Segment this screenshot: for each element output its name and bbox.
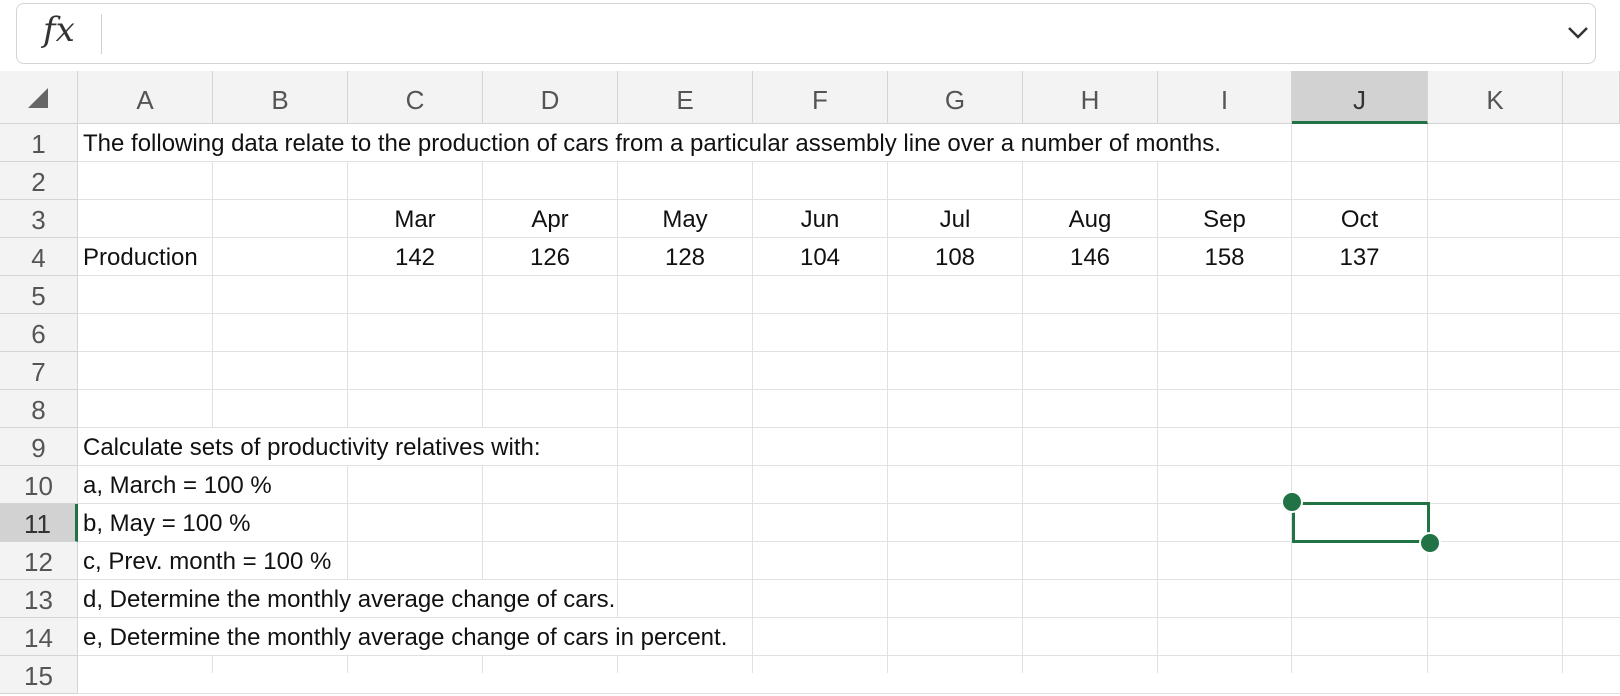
formula-input[interactable]: [113, 12, 1537, 58]
row-header-10[interactable]: 10: [0, 466, 78, 504]
column-header-b[interactable]: B: [213, 71, 348, 124]
selection-handle-bottom-right[interactable]: [1419, 532, 1441, 554]
selection-handle-top-left[interactable]: [1281, 491, 1303, 513]
column-header-k[interactable]: K: [1428, 71, 1563, 124]
row-header-12[interactable]: 12: [0, 542, 78, 580]
row-header-1[interactable]: 1: [0, 124, 78, 162]
gridline-horizontal: [78, 351, 1620, 352]
gridline-horizontal: [78, 693, 1620, 694]
gridline-vertical: [1562, 124, 1563, 673]
row-header-4[interactable]: 4: [0, 238, 78, 276]
gridline-horizontal: [78, 275, 1620, 276]
gridline-horizontal: [78, 465, 1620, 466]
selected-cell-outline[interactable]: [1292, 502, 1430, 543]
gridline-vertical: [1427, 124, 1428, 673]
cell-c4[interactable]: 142: [348, 238, 482, 275]
column-header-f[interactable]: F: [753, 71, 888, 124]
column-header-j[interactable]: J: [1292, 71, 1428, 124]
column-header-filler: [1563, 71, 1620, 124]
cell-d3[interactable]: Apr: [483, 200, 617, 237]
cell-g4[interactable]: 108: [888, 238, 1022, 275]
formula-bar-divider: [101, 14, 102, 54]
cell-d4[interactable]: 126: [483, 238, 617, 275]
cell-j4[interactable]: 137: [1292, 238, 1427, 275]
cell-j3[interactable]: Oct: [1292, 200, 1427, 237]
cell-h4[interactable]: 146: [1023, 238, 1157, 275]
row-header-3[interactable]: 3: [0, 200, 78, 238]
cell-f4[interactable]: 104: [753, 238, 887, 275]
column-header-i[interactable]: I: [1158, 71, 1292, 124]
cell-i4[interactable]: 158: [1158, 238, 1291, 275]
cell-e3[interactable]: May: [618, 200, 752, 237]
row-header-5[interactable]: 5: [0, 276, 78, 314]
column-header-h[interactable]: H: [1023, 71, 1158, 124]
gridline-horizontal: [78, 655, 1620, 656]
row-header-7[interactable]: 7: [0, 352, 78, 390]
column-header-c[interactable]: C: [348, 71, 483, 124]
row-header-11[interactable]: 11: [0, 504, 78, 542]
row-header-15[interactable]: 15: [0, 656, 78, 694]
column-header-d[interactable]: D: [483, 71, 618, 124]
select-all-icon: [28, 88, 48, 108]
row-header-2[interactable]: 2: [0, 162, 78, 200]
gridline-horizontal: [78, 313, 1620, 314]
cell-a4[interactable]: Production: [78, 238, 198, 275]
formula-bar: [16, 3, 1596, 64]
cell-a11[interactable]: b, May = 100 %: [78, 504, 250, 541]
cell-g3[interactable]: Jul: [888, 200, 1022, 237]
cell-f3[interactable]: Jun: [753, 200, 887, 237]
chevron-down-icon[interactable]: [1565, 20, 1591, 46]
cell-h3[interactable]: Aug: [1023, 200, 1157, 237]
row-header-6[interactable]: 6: [0, 314, 78, 352]
row-header-9[interactable]: 9: [0, 428, 78, 466]
row-header-8[interactable]: 8: [0, 390, 78, 428]
row-header-14[interactable]: 14: [0, 618, 78, 656]
column-header-a[interactable]: A: [78, 71, 213, 124]
cell-a13[interactable]: d, Determine the monthly average change of cars.: [78, 580, 615, 617]
cell-i3[interactable]: Sep: [1158, 200, 1291, 237]
column-header-g[interactable]: G: [888, 71, 1023, 124]
cell-a10[interactable]: a, March = 100 %: [78, 466, 272, 503]
select-all-button[interactable]: [0, 71, 78, 124]
column-header-e[interactable]: E: [618, 71, 753, 124]
cell-e4[interactable]: 128: [618, 238, 752, 275]
cell-c3[interactable]: Mar: [348, 200, 482, 237]
cell-a9[interactable]: Calculate sets of productivity relatives with:: [78, 428, 541, 465]
cell-a1[interactable]: The following data relate to the production of cars from a particular assembly line over a number of months.: [78, 124, 1221, 161]
gridline-horizontal: [78, 389, 1620, 390]
cell-a12[interactable]: c, Prev. month = 100 %: [78, 542, 331, 579]
function-icon[interactable]: fx: [43, 10, 75, 50]
row-header-13[interactable]: 13: [0, 580, 78, 618]
gridline-horizontal: [78, 161, 1620, 162]
cell-a14[interactable]: e, Determine the monthly average change of cars in percent.: [78, 618, 727, 655]
